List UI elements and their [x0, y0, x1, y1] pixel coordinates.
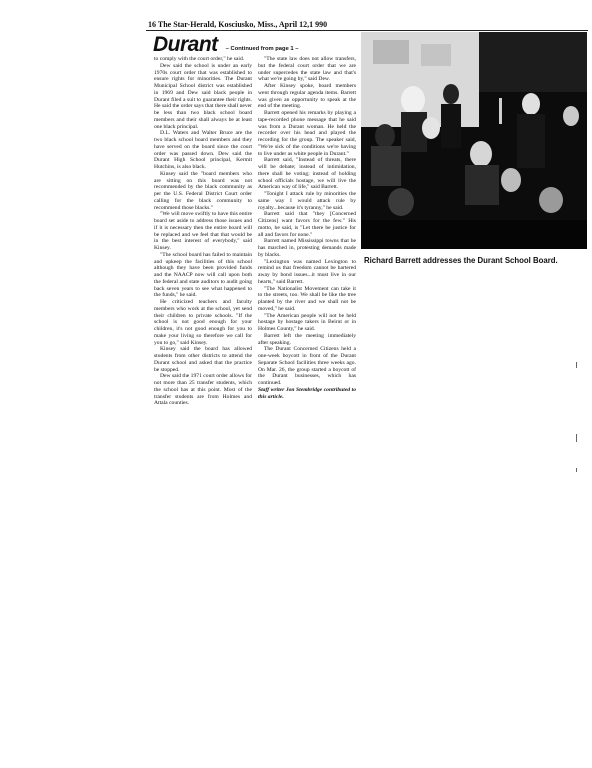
- meeting-photo: [361, 32, 587, 249]
- paragraph: The Durant Concerned Citizens held a one-week boycott in front of the Durant Separate School facilities three weeks ago. On Mar. 26, the group started a boycott of the Durant businesses, which has continued.: [258, 346, 356, 386]
- continued-label: – Continued from page 1 –: [225, 46, 299, 52]
- paragraph: Barrett said, "Instead of threats, there will be debate; instead of intimidation, there shall be voting; instead of holding school officials hostage, we will live the American way of life," said Barrett.: [258, 157, 356, 191]
- paragraph: Dew said the 1971 court order allows for not more than 25 transfer students, which the school has at this point. Most of the transfer students are from Holmes and Attala counties.: [154, 373, 252, 407]
- paragraph: "The state law does not allow transfers, but the federal court order that we are under supercedes the state law and that's what we're going by," said Dew.: [258, 56, 356, 83]
- paragraph: Barrett opened his remarks by playing a tape-recorded phone message that he said was from a Durant woman. He held the recorder over his head and played the recording for the group. The speaker said, "We're sick of the conditions we're having to live under as white people in Durant.": [258, 110, 356, 157]
- paragraph: "Lexington was named Lexington to remind us that freedom cannot be bartered away by bond issues...it must live in our hearts," said Barrett.: [258, 258, 356, 285]
- paragraph: D.L. Waters and Walter Bruce are the two black school board members and they have served on the board since the court order was passed down. Dew said the Durant High School principal, Kermit Hutchins, is also black.: [154, 130, 252, 170]
- byline: Staff writer Jon Stembridge contributed to this article.: [258, 386, 356, 400]
- paragraph: "The American people will not be held hostage by hostage takers in Beirut or in Holmes County," he said.: [258, 312, 356, 332]
- header-rule: [146, 30, 588, 31]
- meeting-photo-image: [361, 32, 587, 249]
- paragraph: "The school board has failed to maintain and upkeep the facilities of this school although they have been provided funds and the NAACP now will call upon both the federal and state auditors to audit going back seven years to see what happened to the funds," he said.: [154, 251, 252, 299]
- paragraph: to comply with the court order," he said.: [154, 56, 245, 62]
- article-column-1: [154, 56, 252, 407]
- margin-mark: [576, 434, 577, 442]
- margin-mark: [576, 362, 577, 368]
- paragraph: After Kinsey spoke, board members went through regular agenda items. Barrett was given an opportunity to speak at the end of the meeting.: [258, 83, 356, 110]
- photo-caption: Richard Barrett addresses the Durant School Board.: [364, 256, 558, 265]
- paragraph: Dew said the school is under an early 1970s court order that was established to ensure rights for minorities. The Durant Municipal School district was established in 1969 and Dew said black people in Durant filed a suit to guarantee their rights. He said the order says that there shall never be less than two black school board members and their shall always be at least one black principal.: [154, 62, 252, 130]
- page-header: 16 The Star-Herald, Kosciusko, Miss., April 12,1 990: [148, 20, 328, 29]
- paragraph: Kinsey said the board has allowed students from other districts to attend the Durant school and asked that the practice be stopped.: [154, 346, 252, 373]
- paragraph: Barrett left the meeting immediately after speaking.: [258, 332, 356, 346]
- margin-mark: [576, 468, 577, 472]
- article-column-2: [258, 56, 356, 400]
- paragraph: Barrett named Mississippi towns that he has marched in, protesting demands made by blacks.: [258, 238, 356, 258]
- paragraph: Barrett said that "they [Concerned Citizens] want favors for the few." His motto, he said, is "Let there be justice for all and favors for none.": [258, 211, 356, 238]
- paragraph: He criticized teachers and faculty members who work at the school, yet send their children to private schools. "If the school is not good enough for your children, it's not good enough for you to make your living so therefore we call for you to go," said Kinsey.: [154, 299, 252, 346]
- paragraph: Kinsey said the "board members who are sitting on this board was not recommended by the black community as per the U.S. Federal District Court order calling for the black community to recommend those blacks.": [154, 170, 252, 211]
- article-title: Durant: [153, 33, 218, 56]
- paragraph: "Tonight I attack rule by minorities the same way I would attack rule by royalty...because it's tyranny," he said.: [258, 191, 356, 211]
- paragraph: "The Nationalist Movement can take it to the streets, too. We shall be like the tree planted by the river and we shall not be moved," he said.: [258, 285, 356, 312]
- headline-row: [153, 33, 373, 55]
- paragraph: "We will move swiftly to have this entire board set aside to address those issues and if it is necessary then the entire board will be replaced and we feel that that would be in the best interest of everybody," said Kinsey.: [154, 211, 252, 251]
